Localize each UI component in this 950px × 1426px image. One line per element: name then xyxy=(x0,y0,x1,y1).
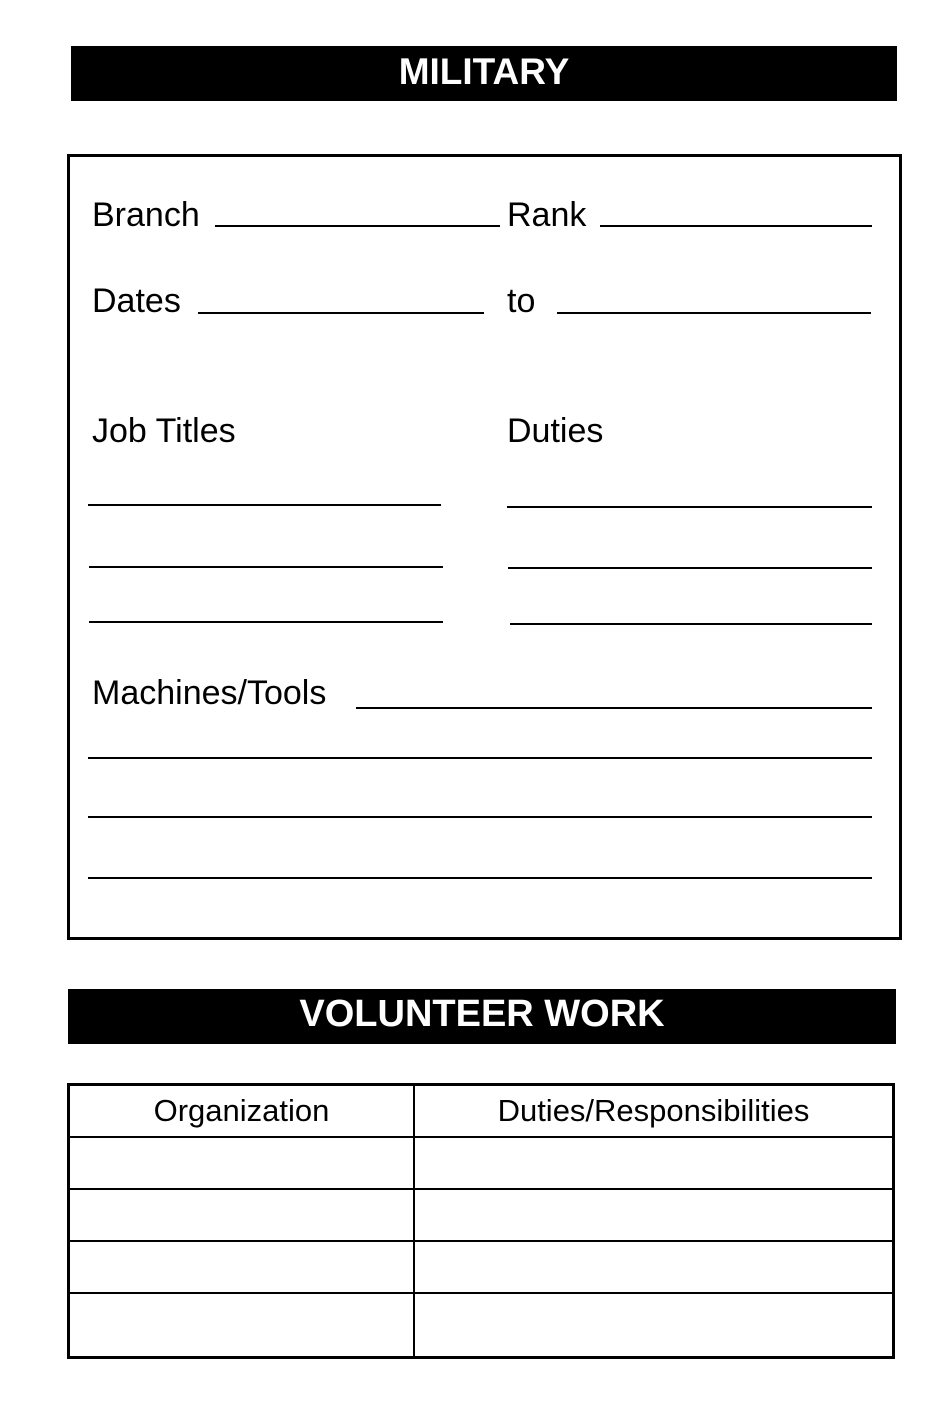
job-title-field[interactable] xyxy=(88,504,441,506)
duty-field[interactable] xyxy=(507,506,872,508)
table-row xyxy=(69,1241,894,1293)
duties-cell[interactable] xyxy=(414,1189,894,1241)
column-header-organization: Organization xyxy=(69,1085,415,1138)
military-header: MILITARY xyxy=(71,46,897,101)
organization-cell[interactable] xyxy=(69,1241,415,1293)
dates-label: Dates xyxy=(92,282,181,320)
column-header-duties: Duties/Responsibilities xyxy=(414,1085,894,1138)
dates-from-field[interactable] xyxy=(198,312,484,314)
machines-tools-field[interactable] xyxy=(356,707,872,709)
volunteer-header: VOLUNTEER WORK xyxy=(68,989,896,1044)
volunteer-table xyxy=(67,1083,895,1359)
branch-label: Branch xyxy=(92,196,200,234)
organization-cell[interactable] xyxy=(69,1293,415,1358)
table-row xyxy=(69,1293,894,1358)
machines-tools-field[interactable] xyxy=(88,877,872,879)
dates-to-field[interactable] xyxy=(557,312,871,314)
table-header-row xyxy=(69,1085,894,1138)
organization-cell[interactable] xyxy=(69,1189,415,1241)
duties-cell[interactable] xyxy=(414,1137,894,1189)
military-section xyxy=(67,154,902,940)
machines-tools-field[interactable] xyxy=(88,757,872,759)
table-row xyxy=(69,1137,894,1189)
machines-tools-label: Machines/Tools xyxy=(92,674,327,712)
job-title-field[interactable] xyxy=(89,621,443,623)
table-row xyxy=(69,1189,894,1241)
duty-field[interactable] xyxy=(510,623,872,625)
machines-tools-field[interactable] xyxy=(88,816,872,818)
job-title-field[interactable] xyxy=(89,566,443,568)
duties-label: Duties xyxy=(507,412,604,450)
to-label: to xyxy=(507,282,536,320)
organization-cell[interactable] xyxy=(69,1137,415,1189)
branch-field[interactable] xyxy=(215,225,500,227)
job-titles-label: Job Titles xyxy=(92,412,236,450)
rank-label: Rank xyxy=(507,196,587,234)
duties-cell[interactable] xyxy=(414,1241,894,1293)
duties-cell[interactable] xyxy=(414,1293,894,1358)
duty-field[interactable] xyxy=(508,567,872,569)
rank-field[interactable] xyxy=(600,225,872,227)
